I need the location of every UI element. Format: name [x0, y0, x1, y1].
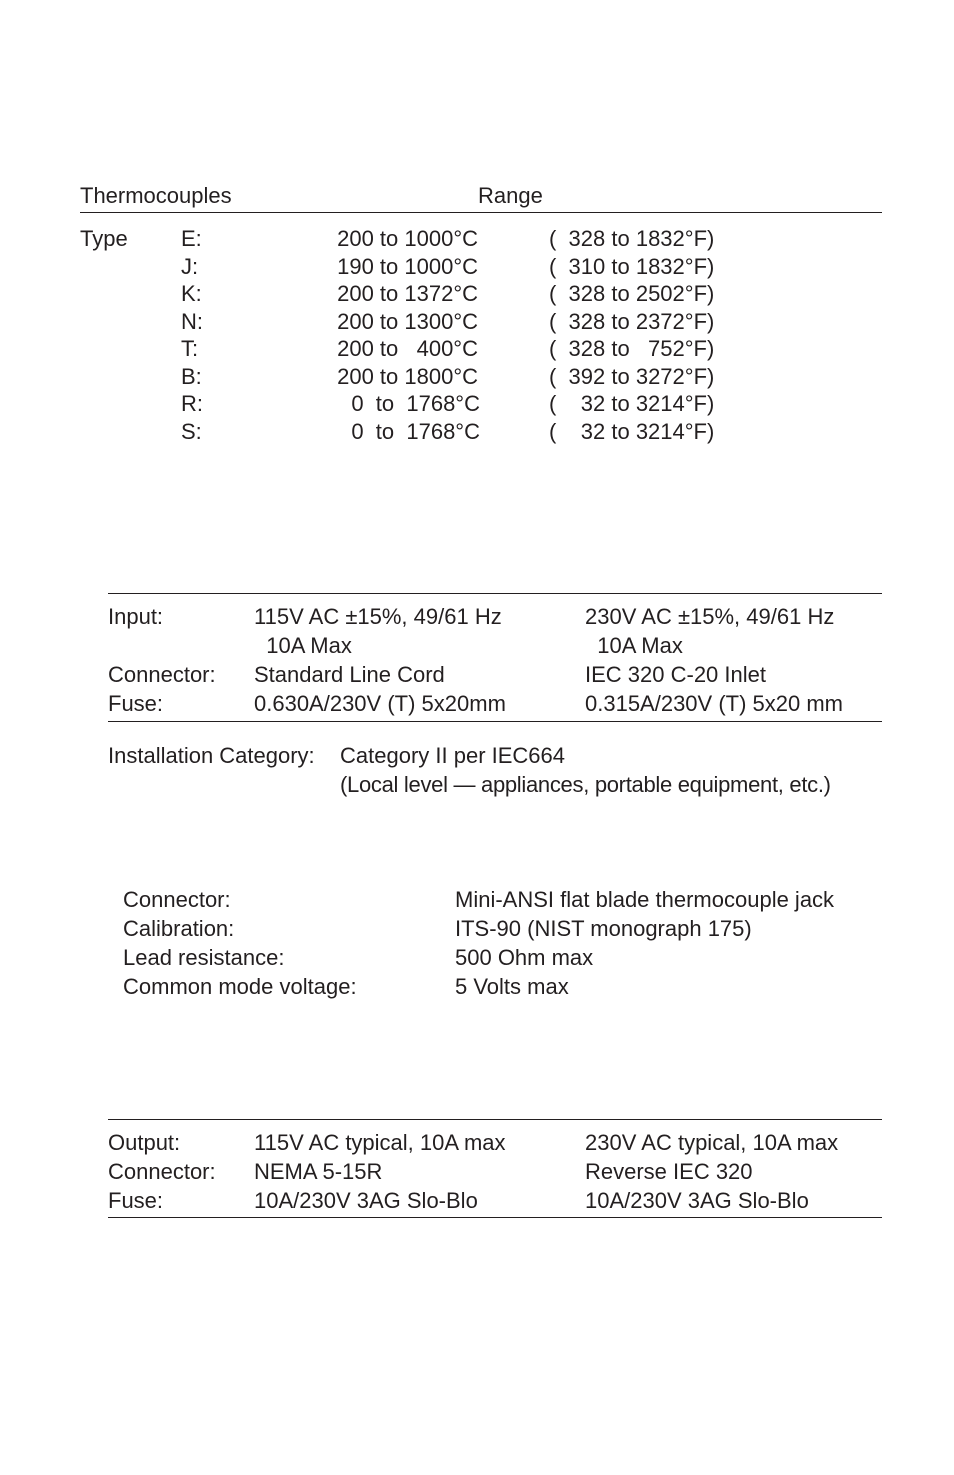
spec-115v-value: NEMA 5-15R: [254, 1159, 383, 1184]
power-output-top-rule: [108, 1119, 882, 1120]
spec-115v-value: Standard Line Cord: [254, 662, 445, 687]
spec-230v-value: 10A/230V 3AG Slo-Blo: [585, 1188, 809, 1213]
tc-type: T:: [181, 336, 199, 361]
power-input-bottom-rule: [108, 721, 882, 722]
spec-label: Connector:: [123, 887, 231, 912]
spec-label: Input:: [108, 604, 164, 629]
tc-type: N:: [181, 308, 203, 334]
tc-fahrenheit-range: ( 310 to 1832°F): [549, 253, 715, 279]
spec-label: Connector:: [108, 662, 216, 687]
tc-celsius-range: 0 to 1768°C: [351, 418, 480, 444]
type-label: Type: [80, 226, 128, 251]
tc-celsius-range: 190 to 1000°C: [337, 253, 478, 279]
tc-celsius-range: 200 to 1000°C: [337, 226, 478, 251]
tc-fahrenheit-range: ( 32 to 3214°F): [549, 391, 715, 416]
spec-value: 500 Ohm max: [455, 945, 594, 970]
tc-type: J:: [181, 253, 199, 279]
spec-115v-value: 10A Max: [254, 633, 352, 658]
power-output-bottom-rule: [108, 1217, 882, 1218]
spec-230v-value: Reverse IEC 320: [585, 1159, 753, 1184]
spec-230v-value: 0.315A/230V (T) 5x20 mm: [585, 691, 844, 716]
spec-label: Fuse:: [108, 1188, 164, 1213]
spec-115v-value: 115V AC ±15%, 49/61 Hz: [254, 604, 502, 629]
tc-celsius-range: 200 to 400°C: [337, 336, 478, 361]
tc-fahrenheit-range: ( 328 to 752°F): [549, 336, 715, 361]
spec-label: Common mode voltage:: [123, 974, 357, 999]
spec-label: Calibration:: [123, 916, 235, 941]
tc-celsius-range: 0 to 1768°C: [351, 391, 480, 416]
tc-fahrenheit-range: ( 328 to 2372°F): [549, 308, 715, 334]
tc-type: B:: [181, 363, 202, 389]
tc-fahrenheit-range: ( 328 to 2502°F): [549, 281, 715, 306]
tc-type: S:: [181, 418, 202, 444]
spec-115v-value: 115V AC typical, 10A max: [254, 1130, 506, 1155]
installation-category-value: Category II per IEC664: [340, 743, 566, 768]
spec-label: Connector:: [108, 1159, 216, 1184]
tc-celsius-range: 200 to 1300°C: [337, 308, 478, 334]
installation-category-note: (Local level — appliances, portable equipment, etc.): [340, 772, 831, 797]
spec-230v-value: 10A Max: [585, 633, 683, 658]
thermocouples-header-rule: [80, 212, 882, 213]
tc-fahrenheit-range: ( 32 to 3214°F): [549, 418, 715, 444]
spec-230v-value: IEC 320 C-20 Inlet: [585, 662, 766, 687]
spec-230v-value: 230V AC ±15%, 49/61 Hz: [585, 604, 835, 629]
power-input-top-rule: [108, 593, 882, 594]
thermocouples-header: Thermocouples: [80, 183, 232, 208]
tc-fahrenheit-range: ( 328 to 1832°F): [549, 226, 715, 251]
spec-value: Mini-ANSI flat blade thermocouple jack: [455, 887, 835, 912]
spec-230v-value: 230V AC typical, 10A max: [585, 1130, 839, 1155]
tc-type: E:: [181, 226, 202, 251]
spec-value: ITS-90 (NIST monograph 175): [455, 916, 752, 941]
tc-type: R:: [181, 391, 203, 416]
installation-category-label: Installation Category:: [108, 743, 315, 768]
spec-value: 5 Volts max: [455, 974, 569, 999]
tc-celsius-range: 200 to 1372°C: [337, 281, 478, 306]
tc-fahrenheit-range: ( 392 to 3272°F): [549, 363, 715, 389]
spec-label: Output:: [108, 1130, 181, 1155]
spec-label: Fuse:: [108, 691, 164, 716]
tc-type: K:: [181, 281, 202, 306]
spec-label: Lead resistance:: [123, 945, 285, 970]
spec-115v-value: 10A/230V 3AG Slo-Blo: [254, 1188, 478, 1213]
spec-115v-value: 0.630A/230V (T) 5x20mm: [254, 691, 506, 716]
range-header: Range: [478, 183, 543, 208]
tc-celsius-range: 200 to 1800°C: [337, 363, 478, 389]
